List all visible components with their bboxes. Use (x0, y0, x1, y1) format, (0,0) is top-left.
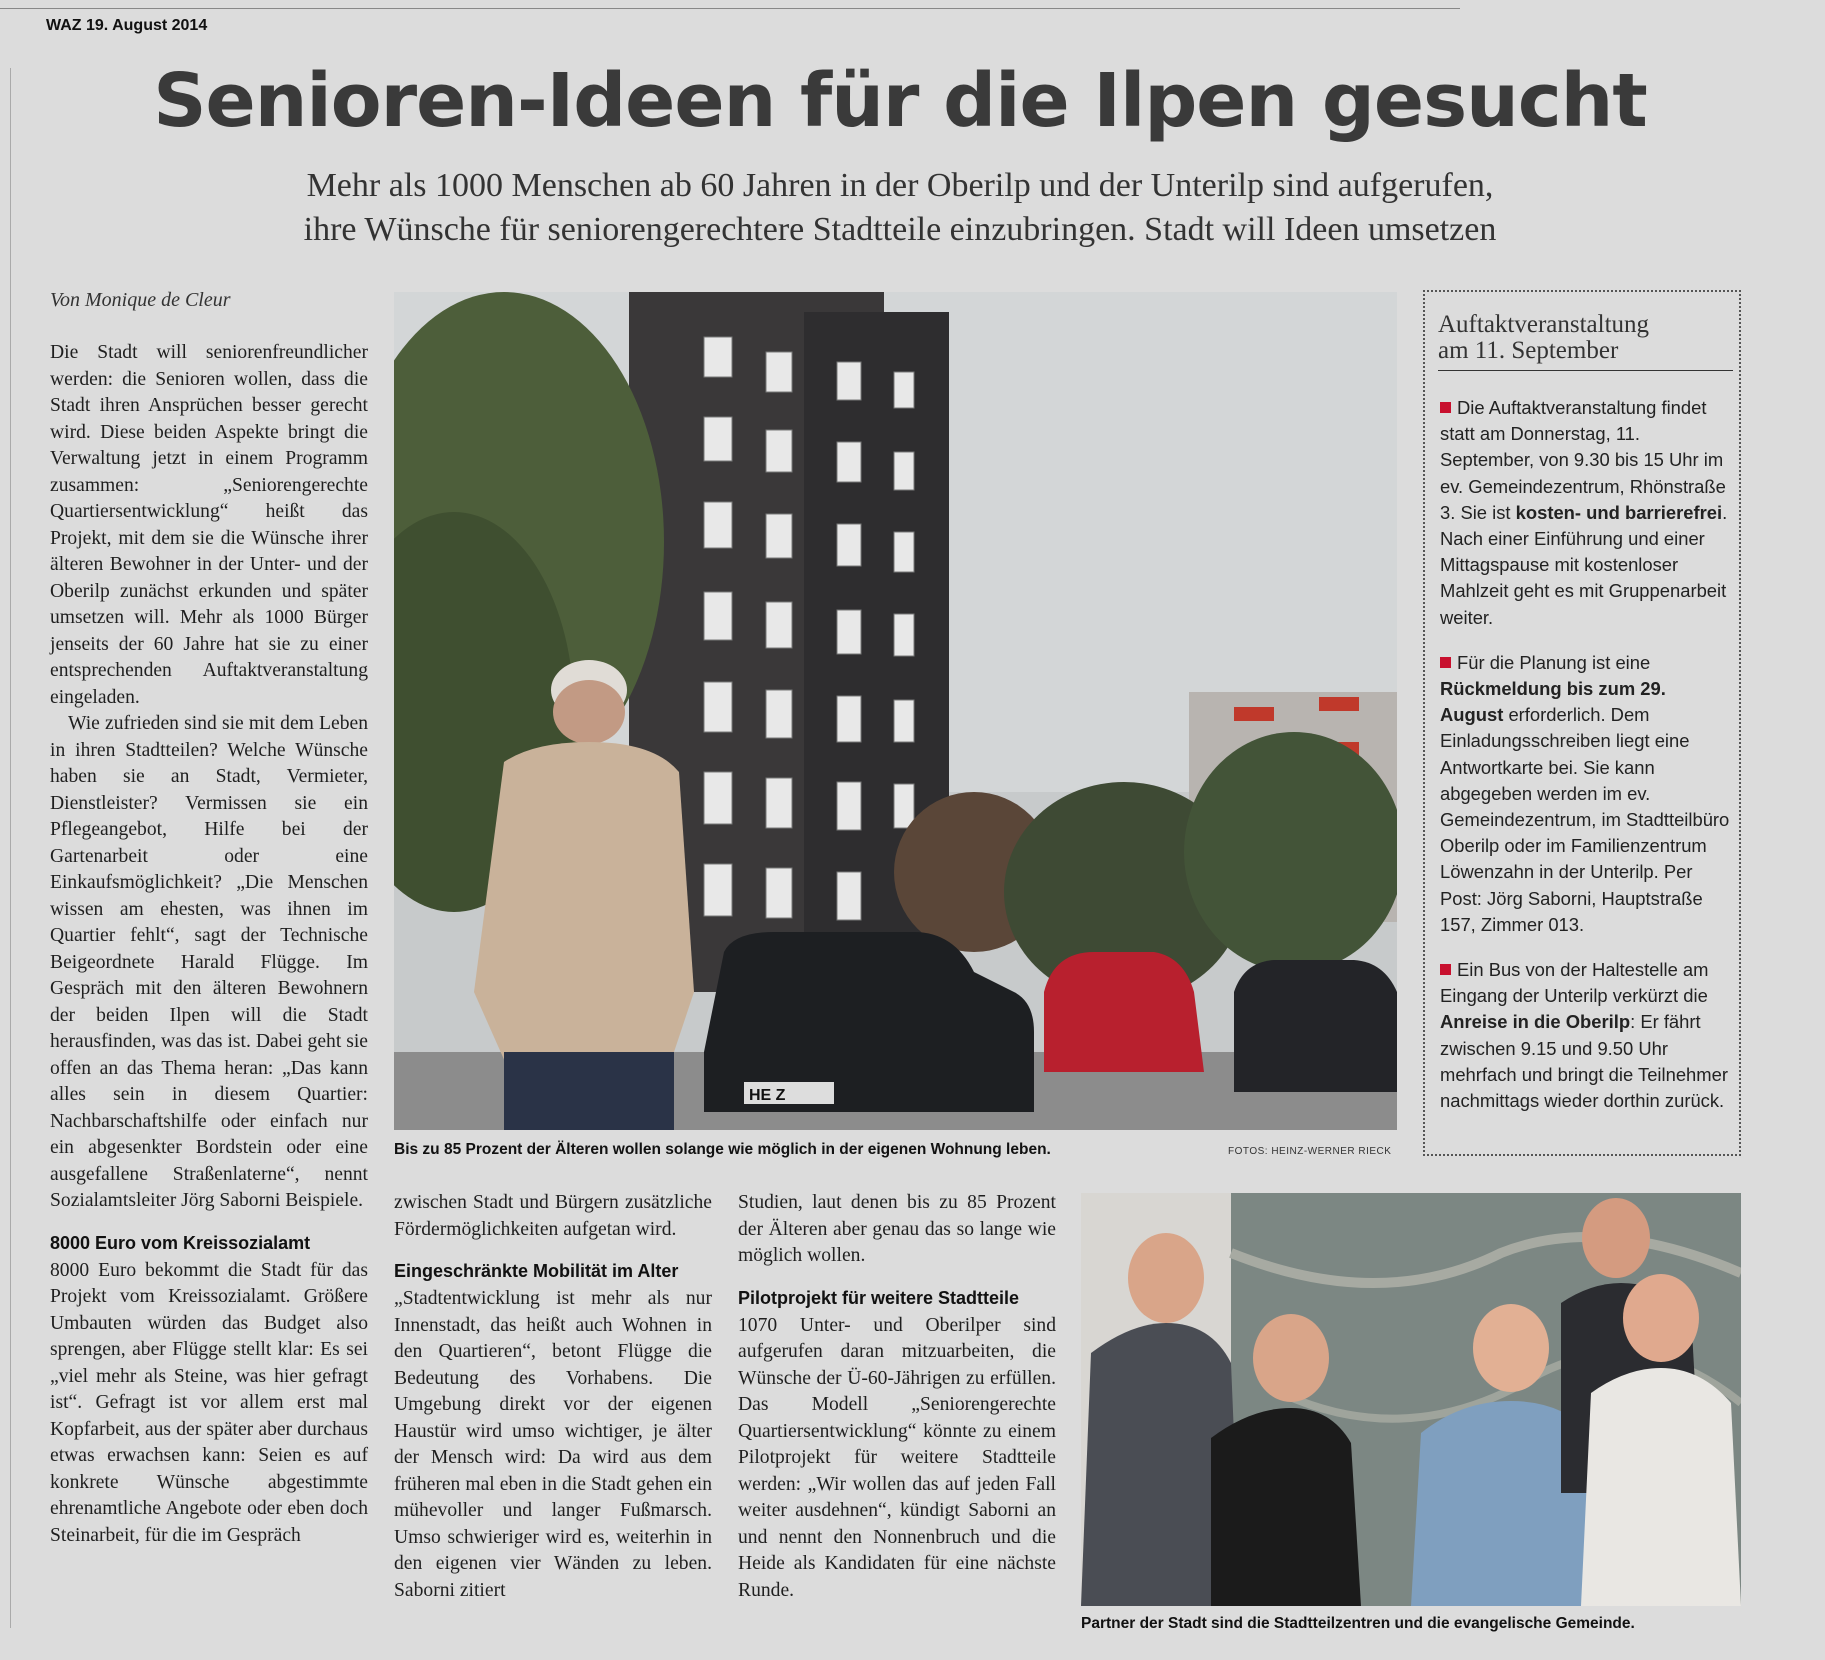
article-column-3 (738, 1190, 1056, 1604)
col1-paragraph-3: 8000 Euro bekommt die Stadt für das Projekt vom Kreissozialamt. Größere Umbauten würden das Budget also sprengen, aber Flügge stellt klar: Es sei „viel mehr als Steine, was hier gefragt ist“. Gefragt ist vor allem erst mal Kopfarbeit, aus der später aber durchaus etwas erwachsen kann: Seien es auf konkrete Wünsche abgestimmte ehrenamtliche Angebote oder eben doch Steinarbeit, für die im Gespräch (50, 1259, 368, 1546)
license-plate-text: HE Z (749, 1087, 786, 1104)
col2-paragraph-2: „Stadtentwicklung ist mehr als nur Innenstadt, das heißt auch Wohnen in den Quartieren“, betont Flügge die Bedeutung des Vorhabens. Die Umgebung direkt vor der eigenen Haustür wird umso wichtiger, je älter der Mensch wird: Da wird aus dem früheren mal eben in die Stadt gehen ein mühevoller und langer Fußmarsch. Umso schwieriger wird es, weiterhin in den eigenen vier Wänden zu leben. Saborni zitiert (394, 1288, 712, 1601)
headline: Senioren-Ideen für die Ilpen gesucht (153, 58, 1647, 144)
bullet-square-icon (1440, 402, 1451, 413)
col2-subheading: Eingeschränkte Mobilität im Alter (394, 1261, 679, 1281)
info-bullet-1: Die Auftaktveranstaltung findet statt am Donnerstag, 11. September, von 9.30 bis 15 Uhr im ev. Gemeindezentrum, Rhönstraße 3. Sie ist kosten- und barrierefrei. Nach einer Einführung und einer Mittagspause mit kostenloser Mahlzeit geht es mit Gruppenarbeit weiter. (1440, 397, 1728, 628)
article-column-2 (394, 1190, 712, 1604)
col3-subheading: Pilotprojekt für weitere Stadtteile (738, 1287, 1020, 1308)
col2-paragraph-1: zwischen Stadt und Bürgern zusätzliche Fördermöglichkeiten aufgetan wird. (394, 1192, 712, 1240)
group-photo-illustration (1081, 1193, 1741, 1606)
photo-senior-housing (394, 292, 1397, 1130)
photo-illustration (394, 292, 1397, 1130)
col1-paragraph-2: Wie zufrieden sind sie mit dem Leben in ihren Stadtteilen? Welche Wünsche haben sie an Stadt, Vermieter, Dienstleister? Vermissen sie ein Pflegeangebot, Hilfe bei der Gartenarbeit oder eine Einkaufsmöglichkeit? „Die Menschen wissen am ehesten, was ihnen im Quartier fehlt“, sagt der Technische Beigeordnete Harald Flügge. Im Gespräch mit den älteren Bewohnern der beiden Ilpen will die Stadt herausfinden, was das ist. Dabei geht sie offen an das Thema heran: „Das kann alles sein in diesem Quartier: Nachbarschaftshilfe oder einfach nur ein abgesenkter Bordstein oder eine ausgefallene Straßenlaterne“, nennt Sozialamtsleiter Jörg Saborni Beispiele. (50, 713, 368, 1211)
photo-group-partners (1081, 1193, 1741, 1606)
col3-paragraph-2: 1070 Unter- und Oberilper sind aufgerufen daran mitzuarbeiten, die Wünsche der Ü-60-Jährigen zu erfüllen. Das Modell „Seniorengerechte Quartiersentwicklung“ könnte zu einem Pilotprojekt für weitere Stadtteile werden: „Wir wollen das auf jeden Fall weiter ausdehnen“, kündigt Saborni an und nennt den Nonnenbruch und die Heide als Kandidaten für eine nächste Runde. (738, 1314, 1056, 1601)
info-box-title-line-1: Auftaktveranstaltung (1438, 311, 1650, 338)
bullet-square-icon (1440, 964, 1451, 975)
info-bullet-2: Für die Planung ist eine Rückmeldung bis zum 29. August erforderlich. Dem Einladungsschreiben liegt eine Antwortkarte bei. Sie kann abgegeben werden im ev. Gemeindezentrum, im Stadtteilbüro Oberilp oder im Familienzentrum Löwenzahn in der Unterilp. Per Post: Jörg Saborni, Hauptstraße 157, Zimmer 013. (1440, 651, 1730, 935)
col1-paragraph-1: Die Stadt will seniorenfreundlicher werden: die Senioren wollen, dass die Stadt ihren Ansprüchen besser gerecht wird. Diese beiden Aspekte bringt die Verwaltung jetzt in einem Programm zusammen: „Seniorengerechte Quartiersentwicklung“ heißt das Projekt, mit dem sie die Wünsche ihrer älteren Bewohner in der Unter- und der Oberilp zunächst erkunden und später umsetzen will. Mehr als 1000 Bürger jenseits der 60 Jahre hat sie zu einer entsprechenden Auftaktveranstaltung eingeladen. (50, 342, 368, 708)
info-box-title-line-2: am 11. September (1438, 337, 1619, 364)
photo-caption: Bis zu 85 Prozent der Älteren wollen solange wie möglich in der eigenen Wohnung leben. (394, 1141, 1051, 1158)
top-rule (0, 8, 1460, 9)
bullet-square-icon (1440, 657, 1451, 668)
group-photo-caption: Partner der Stadt sind die Stadtteilzentren und die evangelische Gemeinde. (1081, 1615, 1635, 1632)
col3-paragraph-1: Studien, laut denen bis zu 85 Prozent der Älteren aber genau das so lange wie möglich wollen. (738, 1192, 1056, 1266)
info-box (1423, 290, 1741, 1156)
dateline: WAZ 19. August 2014 (46, 17, 208, 34)
info-bullet-3: Ein Bus von der Haltestelle am Eingang der Unterilp verkürzt die Anreise in die Oberilp: Er fährt zwischen 9.15 und 9.50 Uhr mehrfach und bringt die Teilnehmer nachmittags wieder dorthin zurück. (1440, 959, 1728, 1112)
photo-credit: FOTOS: HEINZ-WERNER RIECK (1228, 1146, 1392, 1157)
col1-subheading: 8000 Euro vom Kreissozialamt (50, 1232, 311, 1253)
subheadline (150, 164, 1650, 252)
info-box-text (1440, 395, 1730, 1133)
info-box-title (1438, 312, 1733, 371)
article-column-1 (50, 340, 368, 1549)
subhead-line-1: Mehr als 1000 Menschen ab 60 Jahren in der Oberilp und der Unterilp sind aufgerufen, (306, 167, 1494, 204)
left-rule (10, 68, 11, 1628)
byline: Von Monique de Cleur (50, 289, 231, 311)
subhead-line-2: ihre Wünsche für seniorengerechtere Stadtteile einzubringen. Stadt will Ideen umsetzen (303, 211, 1497, 248)
